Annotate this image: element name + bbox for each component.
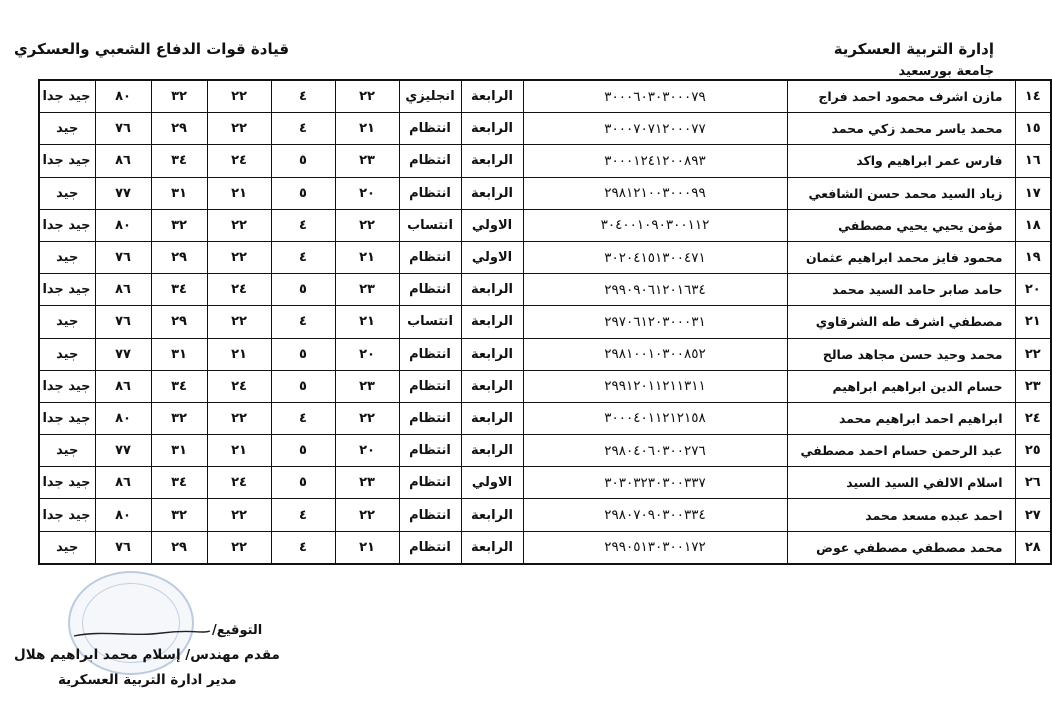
score-1-cell: ٢١ — [335, 306, 399, 338]
study-type-cell: انتظام — [399, 241, 461, 273]
study-type-cell: انتظام — [399, 145, 461, 177]
score-1-cell: ٢١ — [335, 113, 399, 145]
score-1-cell: ٢٠ — [335, 177, 399, 209]
national-id-cell: ٢٩٩١٢٠١١٢١١٣١١ — [523, 370, 787, 402]
score-4-cell: ٣٢ — [151, 80, 207, 113]
score-2-cell: ٤ — [271, 402, 335, 434]
table-row — [39, 402, 1051, 434]
total-score-cell: ٧٧ — [95, 435, 151, 467]
score-2-cell: ٤ — [271, 531, 335, 564]
study-type-cell: انتساب — [399, 209, 461, 241]
table-row — [39, 306, 1051, 338]
student-name-cell: احمد عبده مسعد محمد — [787, 499, 1015, 531]
academic-year-cell: الرابعة — [461, 435, 523, 467]
row-number-cell: ٢٣ — [1015, 370, 1051, 402]
score-1-cell: ٢٢ — [335, 402, 399, 434]
score-3-cell: ٢٤ — [207, 145, 271, 177]
score-3-cell: ٢١ — [207, 177, 271, 209]
study-type-cell: انتظام — [399, 177, 461, 209]
row-number-cell: ١٥ — [1015, 113, 1051, 145]
score-3-cell: ٢٢ — [207, 402, 271, 434]
signatory-title: مدير ادارة التربية العسكرية — [58, 672, 237, 688]
row-number-cell: ٢٧ — [1015, 499, 1051, 531]
student-name-cell: ابراهيم احمد ابراهيم محمد — [787, 402, 1015, 434]
row-number-cell: ٢٠ — [1015, 274, 1051, 306]
score-3-cell: ٢٢ — [207, 113, 271, 145]
grade-cell: جيد — [39, 113, 95, 145]
study-type-cell: انتظام — [399, 531, 461, 564]
row-number-cell: ٢٢ — [1015, 338, 1051, 370]
grade-cell: جيد — [39, 531, 95, 564]
total-score-cell: ٨٦ — [95, 145, 151, 177]
academic-year-cell: الرابعة — [461, 402, 523, 434]
grade-cell: جيد — [39, 241, 95, 273]
academic-year-cell: الرابعة — [461, 499, 523, 531]
study-type-cell: انتظام — [399, 274, 461, 306]
grade-cell: جيد جدا — [39, 499, 95, 531]
study-type-cell: انتساب — [399, 306, 461, 338]
score-1-cell: ٢٢ — [335, 80, 399, 113]
score-3-cell: ٢٤ — [207, 467, 271, 499]
national-id-cell: ٢٩٨١٠٠١٠٣٠٠٨٥٢ — [523, 338, 787, 370]
score-1-cell: ٢٠ — [335, 338, 399, 370]
score-1-cell: ٢٣ — [335, 145, 399, 177]
student-name-cell: فارس عمر ابراهيم واكد — [787, 145, 1015, 177]
signatory-name: مقدم مهندس/ إسلام محمد ابراهيم هلال — [14, 647, 280, 663]
national-id-cell: ٢٩٨١٢١٠٠٣٠٠٠٩٩ — [523, 177, 787, 209]
score-4-cell: ٣١ — [151, 177, 207, 209]
national-id-cell: ٣٠٤٠٠١٠٩٠٣٠٠١١٢ — [523, 209, 787, 241]
academic-year-cell: الرابعة — [461, 338, 523, 370]
student-name-cell: عبد الرحمن حسام احمد مصطفي — [787, 435, 1015, 467]
total-score-cell: ٨٠ — [95, 209, 151, 241]
row-number-cell: ١٦ — [1015, 145, 1051, 177]
national-id-cell: ٣٠٣٠٣٢٣٠٣٠٠٣٣٧ — [523, 467, 787, 499]
score-2-cell: ٤ — [271, 306, 335, 338]
department-title: إدارة التربية العسكرية — [833, 40, 994, 58]
national-id-cell: ٣٠٠٠١٢٤١٢٠٠٨٩٣ — [523, 145, 787, 177]
study-type-cell: انتظام — [399, 338, 461, 370]
academic-year-cell: الرابعة — [461, 80, 523, 113]
table-row — [39, 241, 1051, 273]
table-row — [39, 435, 1051, 467]
score-2-cell: ٤ — [271, 113, 335, 145]
score-3-cell: ٢٢ — [207, 241, 271, 273]
national-id-cell: ٢٩٩٠٥١٣٠٣٠٠١٧٢ — [523, 531, 787, 564]
study-type-cell: انتظام — [399, 499, 461, 531]
score-4-cell: ٣٤ — [151, 467, 207, 499]
national-id-cell: ٢٩٨٠٤٠٦٠٣٠٠٢٧٦ — [523, 435, 787, 467]
total-score-cell: ٧٧ — [95, 177, 151, 209]
student-name-cell: محمد وحيد حسن مجاهد صالح — [787, 338, 1015, 370]
row-number-cell: ١٩ — [1015, 241, 1051, 273]
national-id-cell: ٢٩٧٠٦١٢٠٣٠٠٠٣١ — [523, 306, 787, 338]
national-id-cell: ٣٠٠٠٤٠١١٢١٢١٥٨ — [523, 402, 787, 434]
grade-cell: جيد جدا — [39, 274, 95, 306]
student-name-cell: مازن اشرف محمود احمد فراج — [787, 80, 1015, 113]
table-row — [39, 499, 1051, 531]
total-score-cell: ٧٦ — [95, 531, 151, 564]
score-2-cell: ٥ — [271, 338, 335, 370]
grade-cell: جيد — [39, 306, 95, 338]
score-1-cell: ٢٣ — [335, 467, 399, 499]
student-name-cell: محمد ياسر محمد زكي محمد — [787, 113, 1015, 145]
score-4-cell: ٣٢ — [151, 499, 207, 531]
total-score-cell: ٧٧ — [95, 338, 151, 370]
total-score-cell: ٨٠ — [95, 80, 151, 113]
national-id-cell: ٢٩٩٠٩٠٦١٢٠١٦٣٤ — [523, 274, 787, 306]
row-number-cell: ١٨ — [1015, 209, 1051, 241]
academic-year-cell: الرابعة — [461, 145, 523, 177]
row-number-cell: ٢٨ — [1015, 531, 1051, 564]
grade-cell: جيد جدا — [39, 402, 95, 434]
total-score-cell: ٧٦ — [95, 241, 151, 273]
score-1-cell: ٢٢ — [335, 209, 399, 241]
score-2-cell: ٥ — [271, 435, 335, 467]
academic-year-cell: الاولي — [461, 209, 523, 241]
score-2-cell: ٤ — [271, 241, 335, 273]
score-1-cell: ٢٠ — [335, 435, 399, 467]
score-4-cell: ٣٤ — [151, 274, 207, 306]
table-row — [39, 177, 1051, 209]
academic-year-cell: الاولي — [461, 467, 523, 499]
score-2-cell: ٤ — [271, 209, 335, 241]
signature-mark — [72, 628, 212, 638]
table-row — [39, 370, 1051, 402]
student-name-cell: حسام الدين ابراهيم ابراهيم — [787, 370, 1015, 402]
score-3-cell: ٢٢ — [207, 209, 271, 241]
row-number-cell: ١٧ — [1015, 177, 1051, 209]
study-type-cell: انتظام — [399, 113, 461, 145]
score-3-cell: ٢١ — [207, 338, 271, 370]
score-4-cell: ٣٤ — [151, 370, 207, 402]
student-name-cell: محمود فايز محمد ابراهيم عثمان — [787, 241, 1015, 273]
student-name-cell: حامد صابر حامد السيد محمد — [787, 274, 1015, 306]
table-row — [39, 274, 1051, 306]
national-id-cell: ٣٠٢٠٤١٥١٣٠٠٤٧١ — [523, 241, 787, 273]
command-title: قيادة قوات الدفاع الشعبي والعسكري — [14, 40, 290, 58]
grade-cell: جيد جدا — [39, 145, 95, 177]
table-row — [39, 80, 1051, 113]
results-table-body — [39, 80, 1051, 564]
academic-year-cell: الرابعة — [461, 177, 523, 209]
score-4-cell: ٢٩ — [151, 113, 207, 145]
total-score-cell: ٧٦ — [95, 113, 151, 145]
total-score-cell: ٨٦ — [95, 274, 151, 306]
score-1-cell: ٢٢ — [335, 499, 399, 531]
score-3-cell: ٢٤ — [207, 274, 271, 306]
score-4-cell: ٢٩ — [151, 531, 207, 564]
table-row — [39, 209, 1051, 241]
grade-cell: جيد جدا — [39, 209, 95, 241]
score-2-cell: ٤ — [271, 80, 335, 113]
grade-cell: جيد — [39, 435, 95, 467]
study-type-cell: انتظام — [399, 467, 461, 499]
student-name-cell: محمد مصطفي مصطفي عوض — [787, 531, 1015, 564]
table-row — [39, 113, 1051, 145]
total-score-cell: ٨٠ — [95, 499, 151, 531]
study-type-cell: انتظام — [399, 370, 461, 402]
score-4-cell: ٣١ — [151, 435, 207, 467]
score-4-cell: ٣١ — [151, 338, 207, 370]
score-3-cell: ٢٢ — [207, 306, 271, 338]
grade-cell: جيد جدا — [39, 467, 95, 499]
score-3-cell: ٢٢ — [207, 531, 271, 564]
academic-year-cell: الرابعة — [461, 306, 523, 338]
student-name-cell: زياد السيد محمد حسن الشافعي — [787, 177, 1015, 209]
national-id-cell: ٣٠٠٠٧٠٧١٢٠٠٠٧٧ — [523, 113, 787, 145]
grade-cell: جيد جدا — [39, 80, 95, 113]
row-number-cell: ٢٦ — [1015, 467, 1051, 499]
score-3-cell: ٢٢ — [207, 499, 271, 531]
national-id-cell: ٣٠٠٠٦٠٣٠٣٠٠٠٧٩ — [523, 80, 787, 113]
total-score-cell: ٨٠ — [95, 402, 151, 434]
signature-label: التوقيع/ — [212, 623, 263, 638]
score-1-cell: ٢١ — [335, 241, 399, 273]
row-number-cell: ١٤ — [1015, 80, 1051, 113]
study-type-cell: انتظام — [399, 435, 461, 467]
score-2-cell: ٤ — [271, 499, 335, 531]
score-2-cell: ٥ — [271, 467, 335, 499]
score-3-cell: ٢٤ — [207, 370, 271, 402]
grade-cell: جيد جدا — [39, 370, 95, 402]
row-number-cell: ٢١ — [1015, 306, 1051, 338]
grade-cell: جيد — [39, 177, 95, 209]
university-name: جامعة بورسعيد — [898, 64, 994, 79]
score-2-cell: ٥ — [271, 145, 335, 177]
score-4-cell: ٣٢ — [151, 209, 207, 241]
study-type-cell: انتظام — [399, 402, 461, 434]
student-name-cell: مصطفي اشرف طه الشرقاوي — [787, 306, 1015, 338]
score-1-cell: ٢١ — [335, 531, 399, 564]
academic-year-cell: الرابعة — [461, 531, 523, 564]
academic-year-cell: الرابعة — [461, 274, 523, 306]
score-1-cell: ٢٣ — [335, 370, 399, 402]
table-row — [39, 145, 1051, 177]
table-row — [39, 338, 1051, 370]
study-type-cell: انجليزي — [399, 80, 461, 113]
results-table — [38, 79, 1052, 565]
score-3-cell: ٢١ — [207, 435, 271, 467]
score-2-cell: ٥ — [271, 177, 335, 209]
total-score-cell: ٧٦ — [95, 306, 151, 338]
score-3-cell: ٢٢ — [207, 80, 271, 113]
score-4-cell: ٣٤ — [151, 145, 207, 177]
academic-year-cell: الرابعة — [461, 370, 523, 402]
academic-year-cell: الاولي — [461, 241, 523, 273]
score-2-cell: ٥ — [271, 274, 335, 306]
score-4-cell: ٣٢ — [151, 402, 207, 434]
table-row — [39, 467, 1051, 499]
student-name-cell: اسلام الالفي السيد السيد — [787, 467, 1015, 499]
total-score-cell: ٨٦ — [95, 467, 151, 499]
national-id-cell: ٢٩٨٠٧٠٩٠٣٠٠٣٣٤ — [523, 499, 787, 531]
score-4-cell: ٢٩ — [151, 241, 207, 273]
score-2-cell: ٥ — [271, 370, 335, 402]
grade-cell: جيد — [39, 338, 95, 370]
table-row — [39, 531, 1051, 564]
score-1-cell: ٢٣ — [335, 274, 399, 306]
score-4-cell: ٢٩ — [151, 306, 207, 338]
student-name-cell: مؤمن يحيي يحيي مصطفي — [787, 209, 1015, 241]
academic-year-cell: الرابعة — [461, 113, 523, 145]
total-score-cell: ٨٦ — [95, 370, 151, 402]
row-number-cell: ٢٥ — [1015, 435, 1051, 467]
row-number-cell: ٢٤ — [1015, 402, 1051, 434]
